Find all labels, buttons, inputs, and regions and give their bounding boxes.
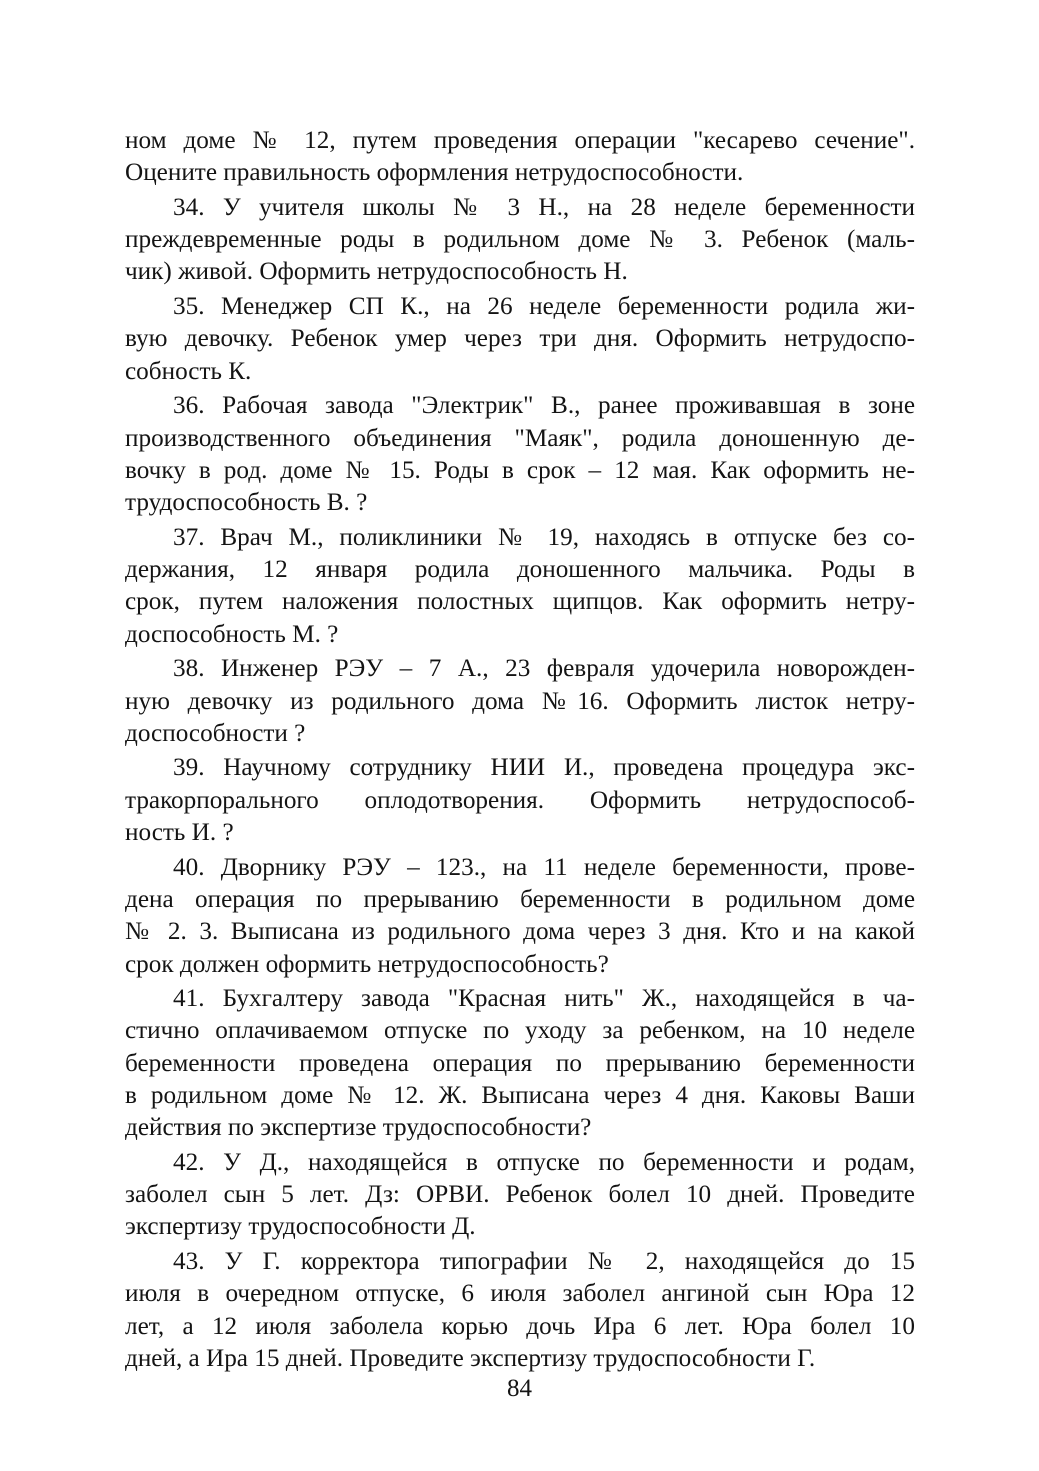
text-line: беременности проведена операция по прерыванию беременности bbox=[125, 1049, 915, 1077]
text-line: 37. Врач М., поликлиники № 19, находясь в отпуске без со- bbox=[173, 523, 915, 551]
text-line: 40. Дворнику РЭУ – 123., на 11 неделе беременности, прове- bbox=[173, 853, 915, 881]
page-number: 84 bbox=[507, 1375, 532, 1402]
text-line: 34. У учителя школы № 3 Н., на 28 неделе беременности bbox=[173, 193, 915, 221]
text-line: держания, 12 января родила доношенного мальчика. Роды в bbox=[125, 556, 915, 584]
text-line: 35. Менеджер СП К., на 26 неделе беременности родила жи- bbox=[173, 293, 915, 321]
text-line: 41. Бухгалтеру завода "Красная нить" Ж., находящейся в ча- bbox=[173, 985, 915, 1013]
text-line: в родильном доме № 12. Ж. Выписана через 4 дня. Каковы Ваши bbox=[125, 1081, 915, 1109]
text-line: производственного объединения "Маяк", родила доношенную де- bbox=[125, 424, 915, 452]
text-line: лет, а 12 июля заболела корью дочь Ира 6 лет. Юра болел 10 bbox=[125, 1312, 915, 1340]
text-line: стично оплачиваемом отпуске по уходу за ребенком, на 10 неделе bbox=[125, 1017, 915, 1045]
text-line: 43. У Г. корректора типографии № 2, находящейся до 15 bbox=[173, 1248, 915, 1276]
text-line: трудоспособность В. ? bbox=[125, 489, 368, 517]
text-line: Оцените правильность оформления нетрудоспособности. bbox=[125, 159, 744, 187]
text-line: дней, а Ира 15 дней. Проведите экспертизу трудоспособности Г. bbox=[125, 1344, 816, 1372]
paragraph-task-36 bbox=[125, 390, 915, 519]
paragraph-task-34 bbox=[125, 192, 915, 289]
paragraph-task-38 bbox=[125, 653, 915, 750]
text-line: срок, путем наложения полостных щипцов. Как оформить нетру- bbox=[125, 588, 915, 616]
paragraph-task-42 bbox=[125, 1147, 915, 1244]
text-line: экспертизу трудоспособности Д. bbox=[125, 1213, 476, 1241]
paragraph-task-41 bbox=[125, 983, 915, 1144]
paragraph-task-37 bbox=[125, 522, 915, 651]
text-line: собность К. bbox=[125, 357, 252, 385]
text-line: ность И. ? bbox=[125, 819, 234, 847]
paragraph-continuation bbox=[125, 125, 915, 190]
text-line: 42. У Д., находящейся в отпуске по беременности и родам, bbox=[173, 1148, 915, 1176]
text-line: 36. Рабочая завода "Электрик" В., ранее проживавшая в зоне bbox=[173, 392, 915, 420]
text-line: доспособность М. ? bbox=[125, 620, 339, 648]
text-line: вочку в род. доме № 15. Роды в срок – 12 мая. Как оформить не- bbox=[125, 456, 915, 484]
text-line: ном доме № 12, путем проведения операции "кесарево сечение". bbox=[125, 127, 915, 154]
text-line: срок должен оформить нетрудоспособность? bbox=[125, 950, 609, 978]
text-line: тракорпорального оплодотворения. Оформить нетрудоспособ- bbox=[125, 786, 915, 814]
paragraph-task-39 bbox=[125, 752, 915, 849]
text-line: преждевременные роды в родильном доме № 3. Ребенок (маль- bbox=[125, 226, 915, 254]
text-line: 39. Научному сотруднику НИИ И., проведена процедура экс- bbox=[173, 754, 915, 782]
text-line: заболел сын 5 лет. Дз: ОРВИ. Ребенок болел 10 дней. Проведите bbox=[125, 1181, 915, 1209]
text-line: действия по экспертизе трудоспособности? bbox=[125, 1114, 592, 1142]
text-line: вую девочку. Ребенок умер через три дня. Оформить нетрудоспо- bbox=[125, 325, 915, 353]
text-line: доспособности ? bbox=[125, 719, 306, 747]
text-line: 38. Инженер РЭУ – 7 А., 23 февраля удочерила новорожден- bbox=[173, 655, 915, 683]
paragraph-task-43 bbox=[125, 1246, 915, 1375]
document-page bbox=[125, 125, 915, 1375]
text-line: ную девочку из родильного дома №16. Оформить листок нетру- bbox=[125, 687, 915, 715]
text-line: чик) живой. Оформить нетрудоспособность Н. bbox=[125, 258, 628, 286]
text-line: № 2. 3. Выписана из родильного дома через 3 дня. Кто и на какой bbox=[125, 918, 915, 946]
paragraph-task-40 bbox=[125, 852, 915, 981]
text-line: дена операция по прерыванию беременности в родильном доме bbox=[125, 885, 915, 913]
text-line: июля в очередном отпуске, 6 июля заболел ангиной сын Юра 12 bbox=[125, 1280, 915, 1308]
paragraph-task-35 bbox=[125, 291, 915, 388]
